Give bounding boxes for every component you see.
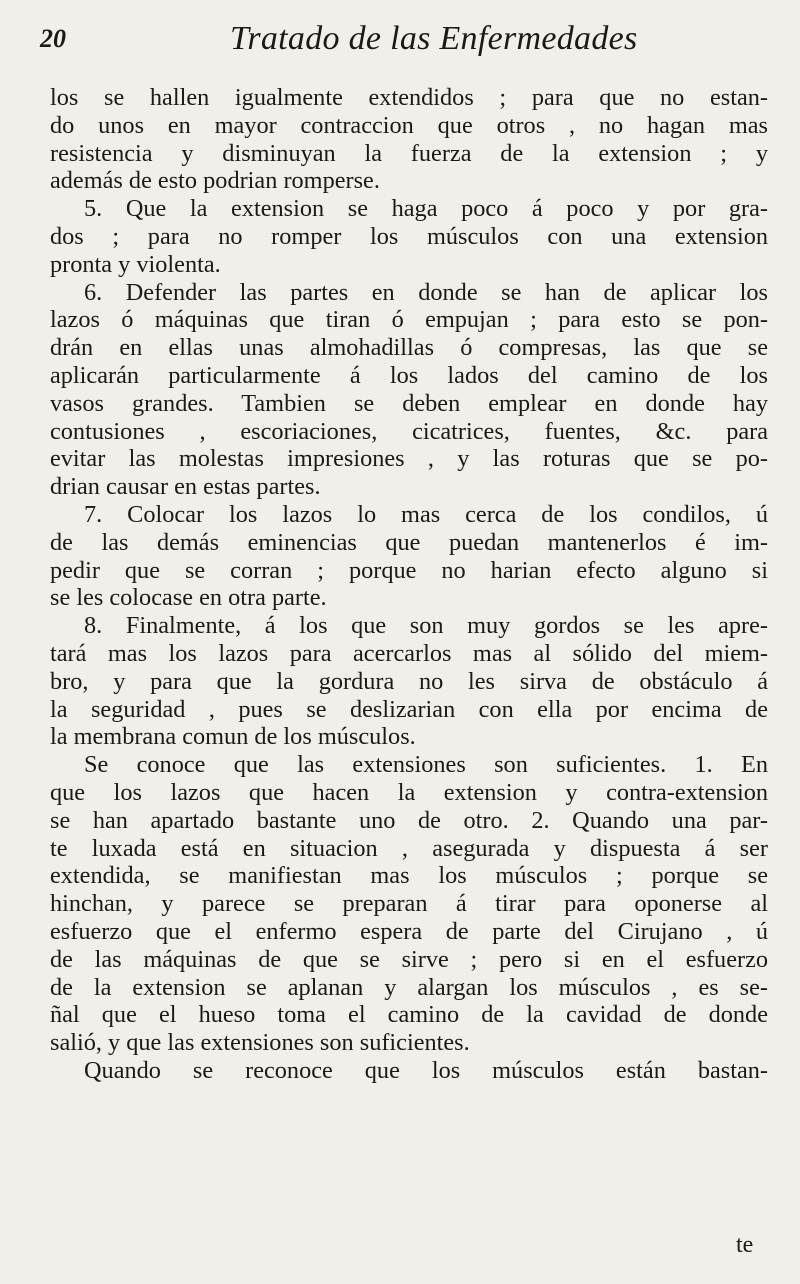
text-line: que los lazos que hacen la extension y contra-extension (50, 778, 768, 806)
text-line: esfuerzo que el enfermo espera de parte del Cirujano , ú (50, 917, 768, 945)
text-line: lazos ó máquinas que tiran ó empujan ; para esto se pon- (50, 306, 768, 334)
text-line: aplicarán particularmente á los lados del camino de los (50, 361, 768, 389)
text-line: la membrana comun de los músculos. (50, 723, 416, 751)
text-line: 7. Colocar los lazos lo mas cerca de los condilos, ú (84, 500, 768, 528)
text-line: tará mas los lazos para acercarlos mas al sólido del miem- (50, 639, 768, 667)
text-line: drán en ellas unas almohadillas ó compresas, las que se (50, 334, 768, 362)
text-line: pedir que se corran ; porque no harian efecto alguno si (50, 556, 768, 584)
text-line: Se conoce que las extensiones son suficientes. 1. En (84, 751, 768, 779)
text-line: 6. Defender las partes en donde se han de aplicar los (84, 278, 768, 306)
text-line: extendida, se manifiestan mas los músculos ; porque se (50, 862, 768, 890)
text-line: además de esto podrian romperse. (50, 167, 380, 195)
body-text (50, 84, 768, 1085)
text-line: ñal que el hueso toma el camino de la cavidad de donde (50, 1001, 768, 1029)
text-line: de la extension se aplanan y alargan los músculos , es se- (50, 973, 768, 1001)
text-line: vasos grandes. Tambien se deben emplear en donde hay (50, 389, 768, 417)
text-line: de las máquinas de que se sirve ; pero si en el esfuerzo (50, 945, 768, 973)
text-line: te luxada está en situacion , asegurada y dispuesta á ser (50, 834, 768, 862)
text-line: pronta y violenta. (50, 250, 221, 278)
text-line: salió, y que las extensiones son suficientes. (50, 1029, 470, 1057)
text-line: 5. Que la extension se haga poco á poco y por gra- (84, 195, 768, 223)
text-line: resistencia y disminuyan la fuerza de la extension ; y (50, 139, 768, 167)
page-header (40, 20, 780, 64)
text-line: se han apartado bastante uno de otro. 2. Quando una par- (50, 806, 768, 834)
text-line: de las demás eminencias que puedan mantenerlos é im- (50, 528, 768, 556)
text-line: bro, y para que la gordura no les sirva de obstáculo á (50, 667, 768, 695)
text-line: drian causar en estas partes. (50, 473, 321, 501)
text-line: hinchan, y parece se preparan á tirar para oponerse al (50, 890, 768, 918)
text-line: contusiones , escoriaciones, cicatrices, fuentes, &c. para (50, 417, 768, 445)
text-line: se les colocase en otra parte. (50, 584, 327, 612)
running-title: Tratado de las Enfermedades (230, 20, 638, 57)
text-line: 8. Finalmente, á los que son muy gordos se les apre- (84, 612, 768, 640)
text-line: Quando se reconoce que los músculos están bastan- (84, 1056, 768, 1084)
text-line: los se hallen igualmente extendidos ; para que no estan- (50, 84, 768, 111)
text-line: la seguridad , pues se deslizarian con ella por encima de (50, 695, 768, 723)
text-line: dos ; para no romper los músculos con una extension (50, 222, 768, 250)
catchword: te (736, 1232, 754, 1258)
page-number: 20 (40, 24, 66, 53)
text-line: do unos en mayor contraccion que otros , no hagan mas (50, 111, 768, 139)
text-line: evitar las molestas impresiones , y las roturas que se po- (50, 445, 768, 473)
